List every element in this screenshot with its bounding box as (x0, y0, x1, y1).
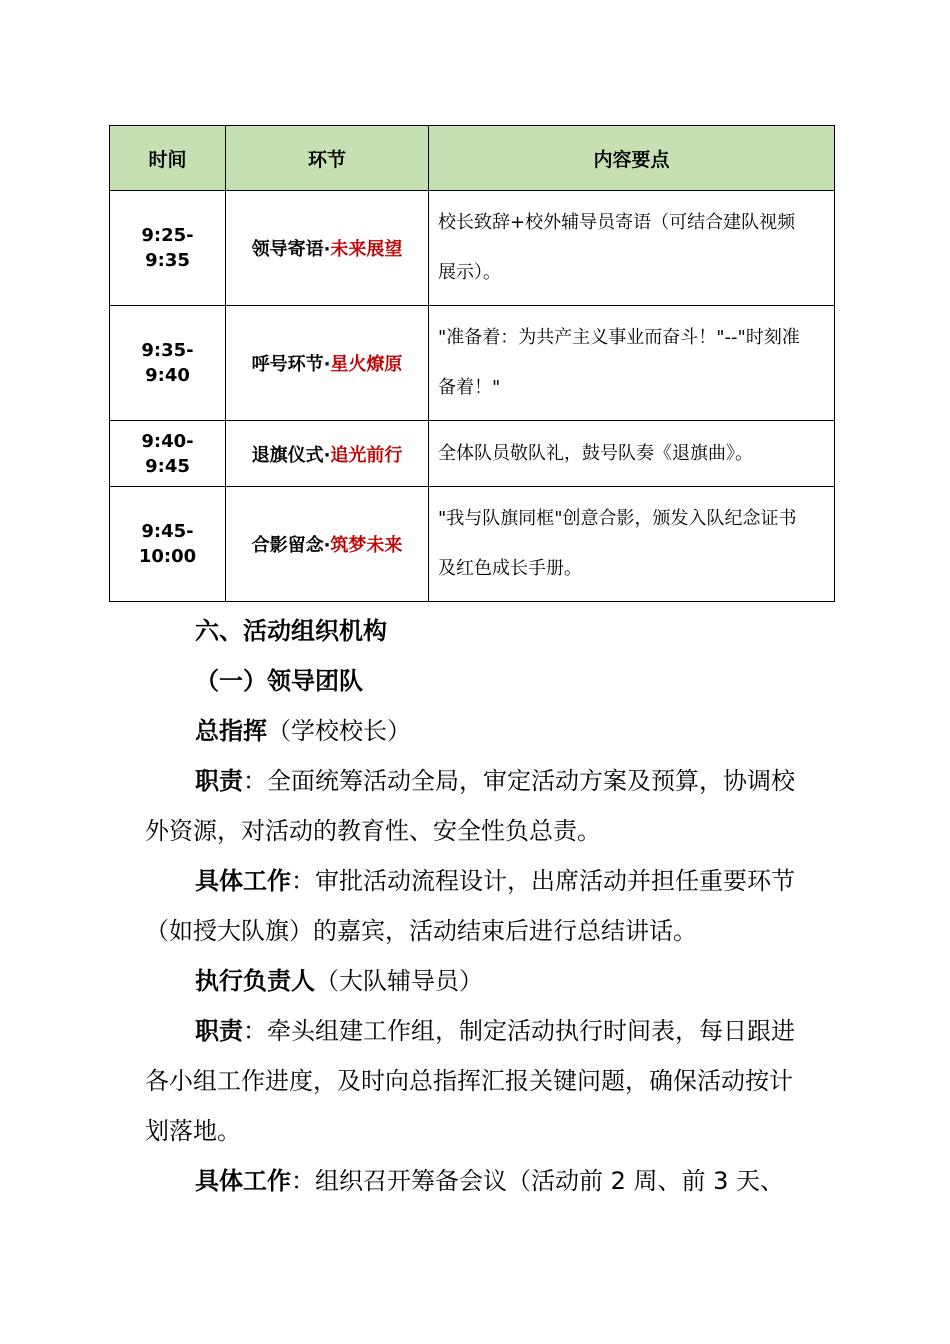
duty-label: 职责 (195, 1017, 243, 1045)
subsection-heading: （一）领导团队 (195, 667, 363, 695)
table-header-row (110, 126, 835, 191)
document-body (145, 606, 815, 1206)
executive-title: 执行负责人 (195, 967, 315, 995)
content-cell: 全体队员敬队礼，鼓号队奏《退旗曲》。 (429, 421, 835, 487)
content-cell: 校长致辞+校外辅导员寄语（可结合建队视频 展示）。 (429, 191, 835, 306)
header-content: 内容要点 (429, 126, 835, 191)
time-cell: 9:45- 10:00 (110, 487, 226, 602)
executive-line (145, 956, 815, 1006)
content-cell: "我与队旗同框"创意合影，颁发入队纪念证书 及红色成长手册。 (429, 487, 835, 602)
content-cell: "准备着：为共产主义事业而奋斗！"--"时刻准 备着！" (429, 306, 835, 421)
executive-note: （大队辅导员） (315, 967, 483, 995)
table-row (110, 487, 835, 602)
stage-cell: 呼号环节·星火燎原 (226, 306, 429, 421)
duty-label: 职责 (195, 767, 243, 795)
table-row (110, 191, 835, 306)
executive-duty-paragraph: 职责：牵头组建工作组，制定活动执行时间表，每日跟进各小组工作进度，及时向总指挥汇报关键问题，确保活动按计划落地。 (145, 1017, 795, 1145)
header-time: 时间 (110, 126, 226, 191)
table-row (110, 306, 835, 421)
time-cell: 9:25- 9:35 (110, 191, 226, 306)
executive-work-paragraph: 具体工作：组织召开筹备会议（活动前 2 周、前 3 天、 (195, 1167, 785, 1195)
commander-line (145, 706, 815, 756)
commander-title: 总指挥 (195, 717, 267, 745)
time-cell: 9:40- 9:45 (110, 421, 226, 487)
commander-note: （学校校长） (267, 717, 411, 745)
commander-work-paragraph: 具体工作：审批活动流程设计，出席活动并担任重要环节（如授大队旗）的嘉宾，活动结束后进行总结讲话。 (145, 867, 795, 945)
stage-cell: 合影留念·筑梦未来 (226, 487, 429, 602)
table-row (110, 421, 835, 487)
schedule-table (109, 125, 835, 602)
stage-cell: 退旗仪式·追光前行 (226, 421, 429, 487)
work-label: 具体工作 (195, 867, 291, 895)
time-cell: 9:35- 9:40 (110, 306, 226, 421)
header-stage: 环节 (226, 126, 429, 191)
section-heading: 六、活动组织机构 (195, 617, 387, 645)
stage-cell: 领导寄语·未来展望 (226, 191, 429, 306)
work-label: 具体工作 (195, 1167, 291, 1195)
commander-duty-paragraph: 职责：全面统筹活动全局，审定活动方案及预算，协调校外资源，对活动的教育性、安全性负总责。 (145, 767, 795, 845)
